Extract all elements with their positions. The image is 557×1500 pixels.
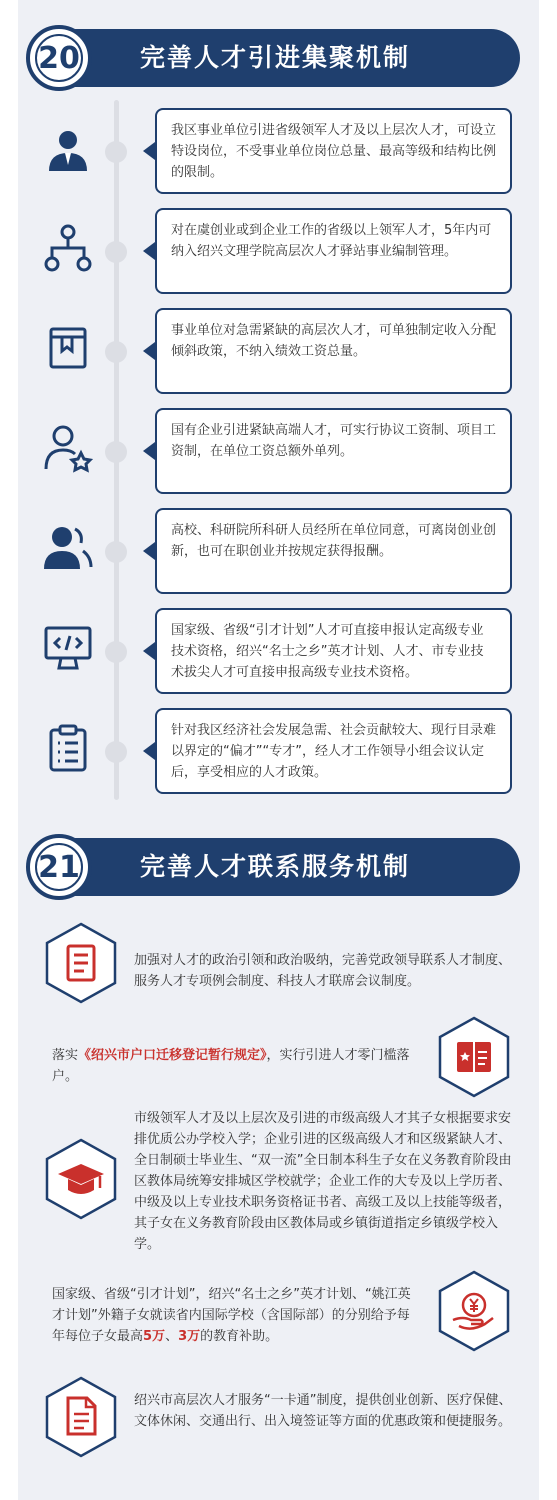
policy-card: 事业单位对急需紧缺的高层次人才，可单独制定收入分配倾斜政策，不纳入绩效工资总量。	[155, 308, 512, 394]
book-icon	[42, 322, 94, 374]
subsidy-amount-1: 5万	[143, 1329, 166, 1344]
code-monitor-icon	[42, 622, 94, 674]
policy-card: 对在虞创业或到企业工作的省级以上领军人才，5年内可纳入绍兴文理学院高层次人才驿站事业编制管理。	[155, 208, 512, 294]
person-suit-icon	[42, 124, 94, 176]
policy-text: 绍兴市高层次人才服务“一卡通”制度，提供创业创新、医疗保健、文体休闲、交通出行、出入境签证等方面的优惠政策和便捷服务。	[134, 1393, 512, 1429]
section-21-number: 21	[26, 834, 92, 900]
graduation-cap-icon	[44, 1138, 118, 1220]
policy-text: 加强对人才的政治引领和政治吸纳，完善党政领导联系人才制度、服务人才专项例会制度、科技人才联席会议制度。	[134, 953, 512, 989]
section-20-title: 完善人才引进集聚机制	[140, 43, 411, 72]
timeline-dot	[105, 341, 127, 363]
timeline-dot	[105, 241, 127, 263]
policy-text: 国家级、省级“引才计划”，绍兴“名士之乡”英才计划、“姚江英才计划”外籍子女就读省内国际学校（含国际部）的分别给予每年每位子女最高5万、3万的教育补助。	[52, 1287, 411, 1344]
policy-card: 我区事业单位引进省级领军人才及以上层次人才，可设立特设岗位，不受事业单位岗位总量、最高等级和结构比例的限制。	[155, 108, 512, 194]
policy-card: 针对我区经济社会发展急需、社会贡献较大、现行目录难以界定的“偏才”“专才”，经人才工作领导小组会议认定后，享受相应的人才政策。	[155, 708, 512, 794]
document-icon	[44, 922, 118, 1004]
timeline-dot	[105, 741, 127, 763]
people-icon	[42, 522, 94, 574]
policy-card: 国家级、省级“引才计划”人才可直接申报认定高级专业技术资格，绍兴“名士之乡”英才计划、人才、市专业技术拔尖人才可直接申报高级专业技术资格。	[155, 608, 512, 694]
policy-text: 市级领军人才及以上层次及引进的市级高级人才其子女根据要求安排优质公办学校入学；企业引进的区级高级人才和区级紧缺人才、全日制硕士毕业生、“双一流”全日制本科生子女在义务教育阶段由区教体局统筹安排城区学校就学；企业工作的大专及以上学历者、中级及以上专业技术职务资格证书者、高级工及以上技能等级者，其子女在义务教育阶段由区教体局或乡镇街道指定乡镇级学校入学。	[134, 1111, 512, 1252]
clipboard-icon	[42, 722, 94, 774]
yuan-hand-icon	[437, 1270, 511, 1352]
timeline-dot	[105, 541, 127, 563]
policy-card: 高校、科研院所科研人员经所在单位同意，可离岗创业创新，也可在职创业并按规定获得报酬。	[155, 508, 512, 594]
policy-text: 落实《绍兴市户口迁移登记暂行规定》，实行引进人才零门槛落户。	[52, 1048, 410, 1084]
section-21-header	[30, 838, 520, 896]
regulation-title: 《绍兴市户口迁移登记暂行规定》	[78, 1048, 267, 1063]
timeline-dot	[105, 441, 127, 463]
section-20-header	[30, 29, 520, 87]
person-star-icon	[42, 422, 94, 474]
subsidy-amount-2: 3万	[178, 1329, 201, 1344]
section-20-number: 20	[26, 25, 92, 91]
card-document-icon	[44, 1376, 118, 1458]
section-21-title: 完善人才联系服务机制	[140, 852, 411, 881]
org-chart-icon	[42, 222, 94, 274]
policy-card: 国有企业引进紧缺高端人才，可实行协议工资制、项目工资制，在单位工资总额外单列。	[155, 408, 512, 494]
timeline-dot	[105, 641, 127, 663]
timeline-dot	[105, 141, 127, 163]
red-book-icon	[437, 1016, 511, 1098]
